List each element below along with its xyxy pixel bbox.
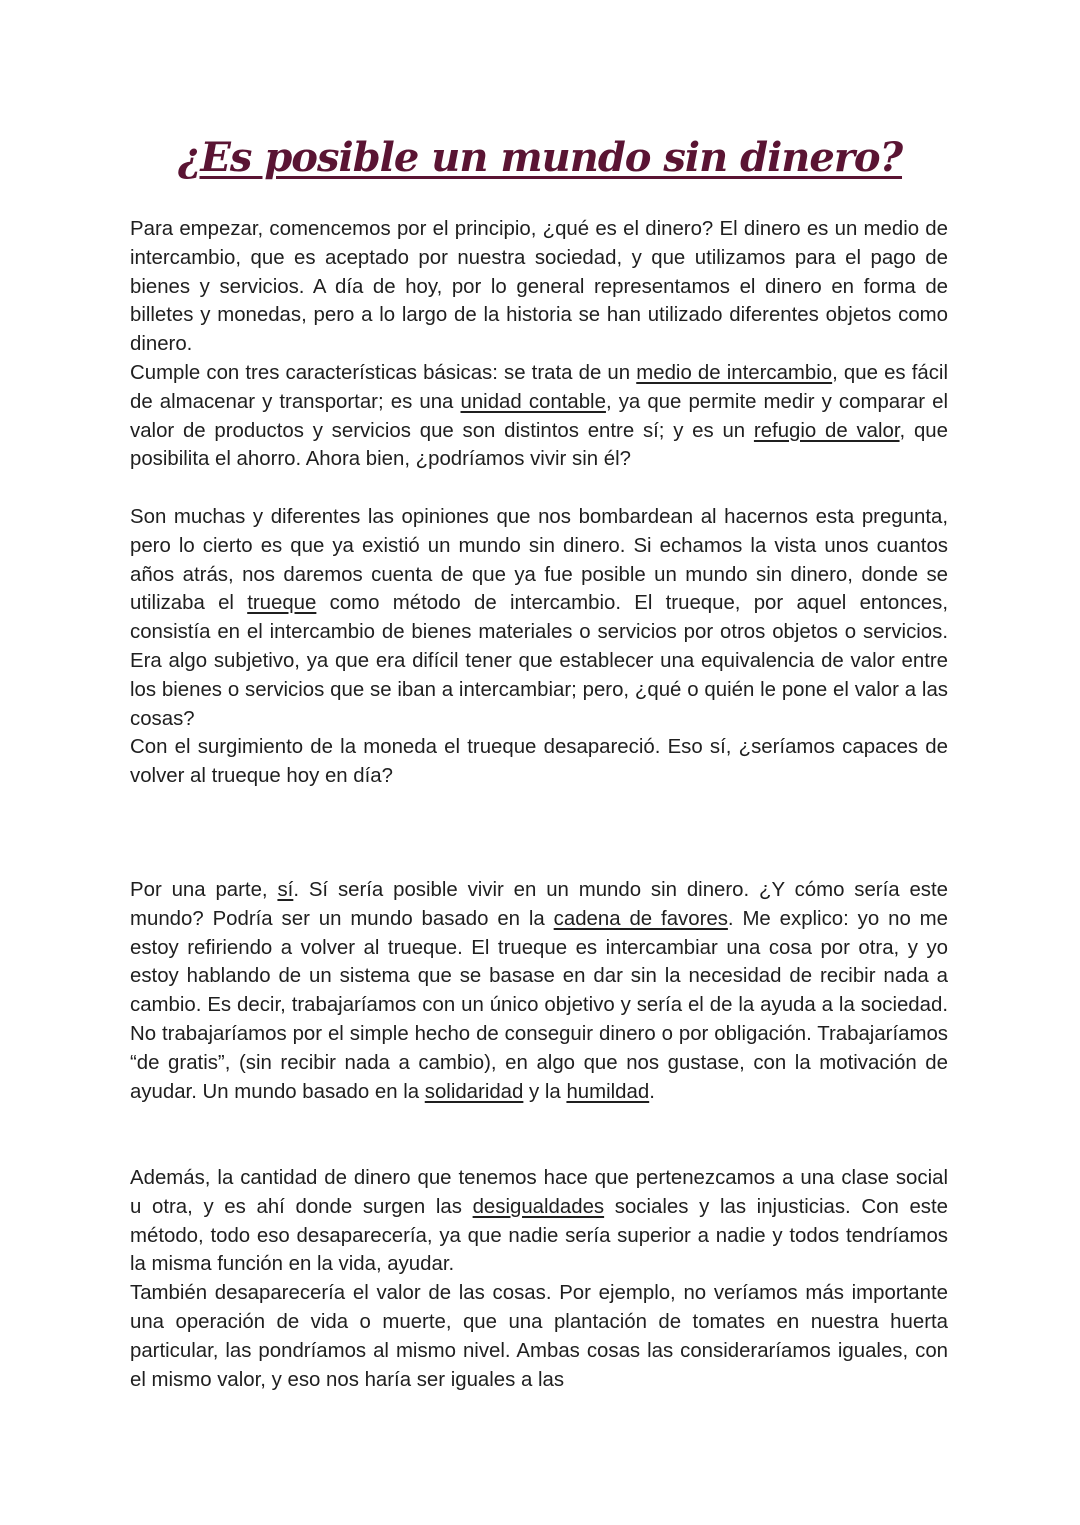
paragraph [130, 876, 948, 1106]
paragraph [130, 215, 948, 359]
section-block-4 [130, 1164, 948, 1394]
text-run: . Me explico: yo no me estoy refiriendo a volver al trueque. El trueque es intercambiar una cosa por otra, y yo estoy hablando de un sistema que se basase en dar sin la necesidad de recibir nada a cambio. Es decir, trabajaríamos con un único objetivo y sería el de la ayuda a la sociedad. No trabajaríamos por el simple hecho de conseguir dinero o por obligación. Trabajaríamos “de gratis”, (sin recibir nada a cambio), en algo que nos gustase, con la motivación de ayudar. Un mundo basado en la [130, 907, 948, 1103]
paragraph [130, 503, 948, 733]
underlined-term: solidaridad [424, 1080, 524, 1103]
document-title [0, 132, 1080, 184]
underlined-term: humildad [566, 1080, 650, 1103]
underlined-term: cadena de favores [553, 907, 728, 930]
paragraph [130, 1164, 948, 1279]
underlined-term: trueque [247, 592, 317, 615]
text-run: Para empezar, comencemos por el principio, ¿qué es el dinero? El dinero es un medio de intercambio, que es aceptado por nuestra sociedad, y que utilizamos para el pago de bienes y servicios. A día de hoy, por lo general representamos el dinero en forma de billetes y monedas, pero a lo largo de la historia se han utilizado diferentes objetos como dinero. [130, 218, 948, 356]
text-run: , que posibilita el ahorro. Ahora bien, ¿podríamos vivir sin él? [130, 419, 948, 471]
text-run: como método de intercambio. El trueque, por aquel entonces, consistía en el intercambio de bienes materiales o servicios por otros objetos o servicios. Era algo subjetivo, ya que era difícil tener que establecer una equivalencia de valor entre los bienes o servicios que se iban a intercambiar; pero, ¿qué o quién le pone el valor a las cosas? [130, 592, 949, 730]
text-run: y la [523, 1080, 567, 1103]
text-run: Por una parte, [130, 879, 278, 901]
text-run: También desaparecería el valor de las cosas. Por ejemplo, no veríamos más importante una operación de vida o muerte, que una plantación de tomates en nuestra huerta particular, las pondríamos al mismo nivel. Ambas cosas las consideraríamos iguales, con el mismo valor, y eso nos haría ser iguales a las [130, 1282, 948, 1391]
text-run: . Sí sería posible vivir en un mundo sin dinero. ¿Y cómo sería este mundo? Podría ser un mundo basado en la [130, 879, 948, 930]
section-block-2 [130, 503, 948, 791]
text-run: sociales y las injusticias. Con este método, todo eso desaparecería, ya que nadie sería superior a nadie y todos tendríamos la misma función en la vida, ayudar. [130, 1195, 948, 1276]
underlined-term: refugio de valor [753, 419, 900, 442]
section-block-3 [130, 876, 948, 1106]
section-block-1 [130, 215, 948, 474]
text-run: Cumple con tres características básicas: se trata de un [130, 361, 637, 384]
text-run: , ya que permite medir y comparar el valor de productos y servicios que son distintos entre sí; y es un [130, 390, 949, 442]
underlined-term: desigualdades [472, 1195, 605, 1218]
underlined-term: sí [277, 879, 294, 901]
underlined-term: unidad contable [460, 390, 606, 413]
text-run: , que es fácil de almacenar y transportar; es una [130, 361, 948, 413]
paragraph [130, 733, 948, 791]
underlined-term: medio de intercambio [636, 361, 833, 384]
text-run: Con el surgimiento de la moneda el trueque desapareció. Eso sí, ¿seríamos capaces de volver al trueque hoy en día? [130, 736, 948, 788]
document-title-text: ¿Es posible un mundo sin dinero? [177, 134, 903, 181]
paragraph [130, 359, 948, 474]
text-run: Son muchas y diferentes las opiniones que nos bombardean al hacernos esta pregunta, pero lo cierto es que ya existió un mundo sin dinero. Si echamos la vista unos cuantos años atrás, nos daremos cuenta de que ya fue posible un mundo sin dinero, donde se utilizaba el [130, 506, 948, 615]
paragraph [130, 1279, 948, 1394]
text-run: . [649, 1080, 655, 1103]
text-run: Además, la cantidad de dinero que tenemos hace que pertenezcamos a una clase social u otra, y es ahí donde surgen las [130, 1167, 948, 1218]
